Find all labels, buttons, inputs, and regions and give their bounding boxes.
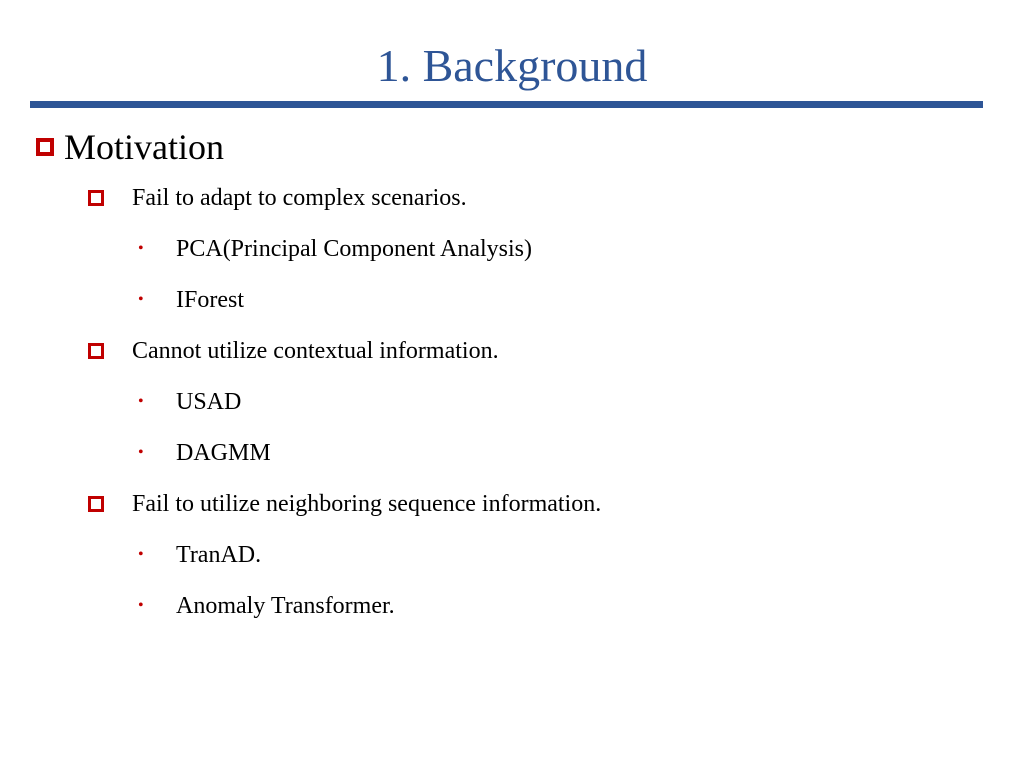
- section-label: Cannot utilize contextual information.: [132, 338, 499, 364]
- square-bullet-icon: [36, 138, 54, 156]
- section-item: [88, 183, 467, 213]
- dot-bullet-icon: •: [138, 444, 144, 461]
- heading-motivation: [36, 126, 224, 168]
- square-bullet-icon: [88, 343, 104, 359]
- list-item-text: USAD: [176, 389, 242, 415]
- list-item-text: Anomaly Transformer.: [176, 593, 395, 619]
- section-label: Fail to utilize neighboring sequence information.: [132, 491, 602, 517]
- list-item: [136, 540, 261, 570]
- dot-bullet-icon: •: [138, 393, 144, 410]
- heading-text: Motivation: [64, 127, 224, 167]
- square-bullet-icon: [88, 496, 104, 512]
- slide-title: 1. Background: [376, 40, 648, 91]
- list-item-text: DAGMM: [176, 440, 271, 466]
- section-item: [88, 336, 499, 366]
- section-item: [88, 489, 601, 519]
- list-item: [136, 234, 532, 264]
- dot-bullet-icon: •: [138, 291, 144, 308]
- list-item: [136, 387, 241, 417]
- title-underline: [30, 101, 983, 108]
- list-item: [136, 438, 271, 468]
- list-item: [136, 591, 395, 621]
- list-item-text: IForest: [176, 287, 244, 313]
- square-bullet-icon: [88, 190, 104, 206]
- section-label: Fail to adapt to complex scenarios.: [132, 185, 467, 211]
- dot-bullet-icon: •: [138, 546, 144, 563]
- list-item-text: PCA(Principal Component Analysis): [176, 236, 532, 262]
- dot-bullet-icon: •: [138, 597, 144, 614]
- dot-bullet-icon: •: [138, 240, 144, 257]
- list-item-text: TranAD.: [176, 542, 262, 568]
- list-item: [136, 285, 244, 315]
